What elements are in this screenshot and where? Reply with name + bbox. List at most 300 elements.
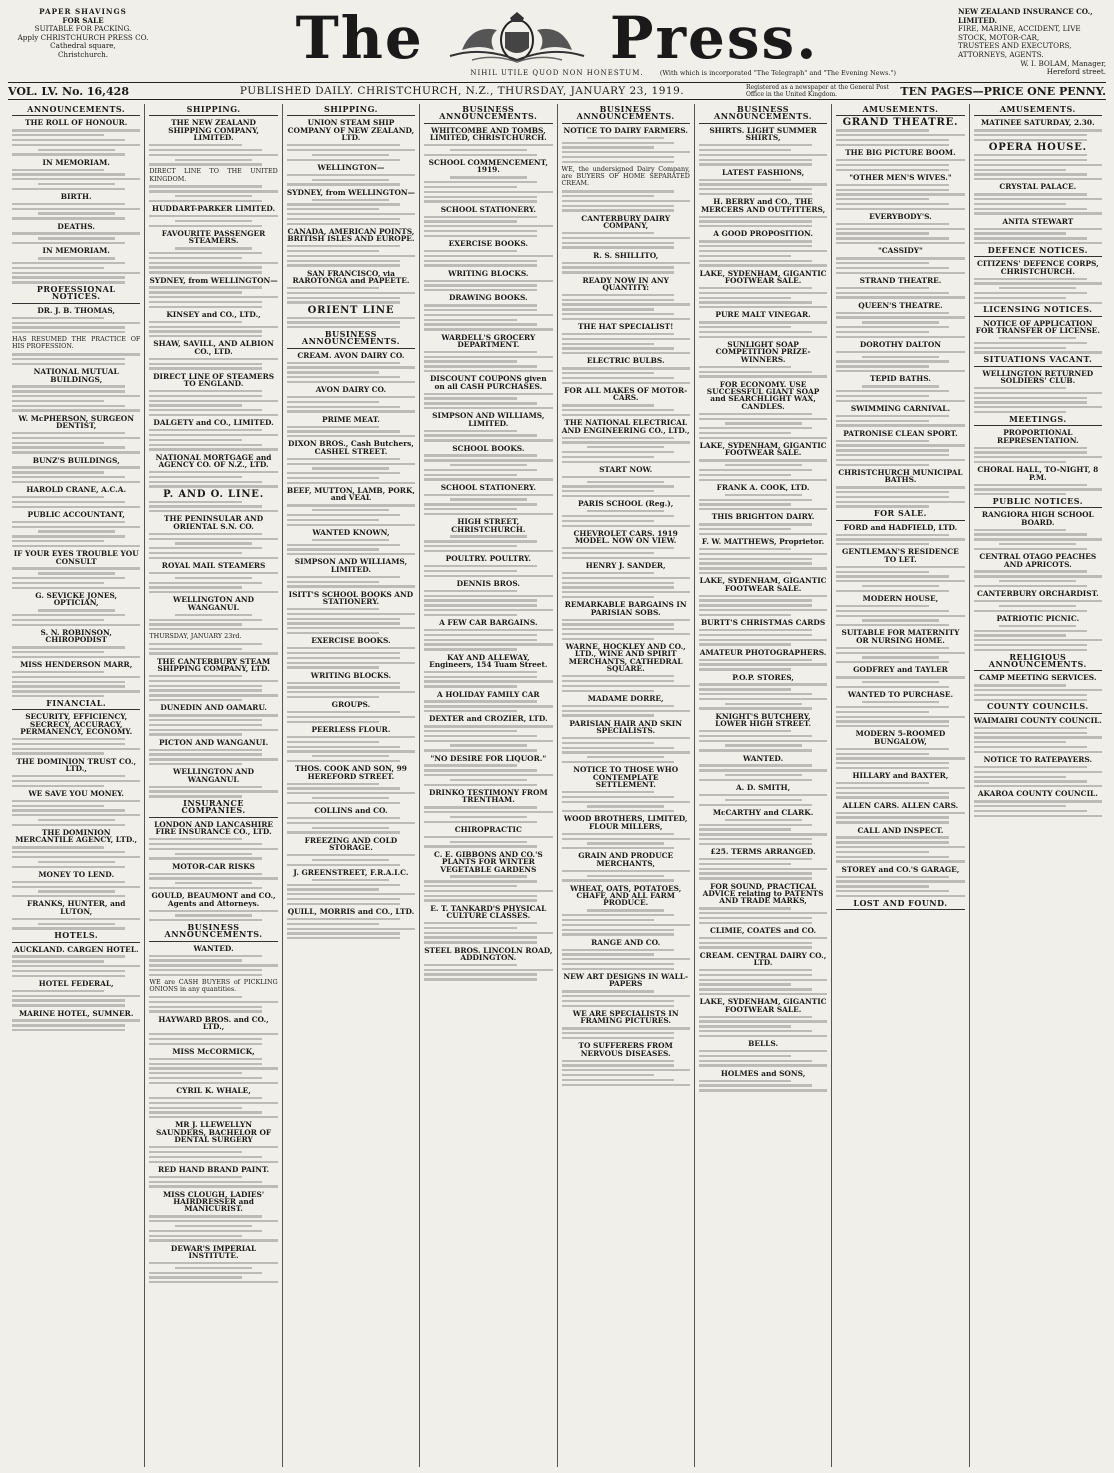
body-copy-lines: [562, 990, 690, 1007]
advert-heading: ANITA STEWART: [1002, 216, 1074, 226]
column-4: [420, 104, 557, 1467]
body-copy-lines: [836, 812, 964, 824]
advert-heading: BEEF, MUTTON, LAMB, PORK, and VEAL: [286, 486, 415, 503]
advert-heading: DEWAR'S IMPERIAL INSTITUTE.: [170, 1243, 257, 1261]
advert-heading: WOOD BROTHERS, LIMITED, FLOUR MILLERS,: [563, 814, 688, 831]
advert-heading: FRANK A. COOK, LTD.: [716, 482, 810, 492]
body-copy-lines: [12, 169, 140, 190]
section-heading: SITUATIONS VACANT.: [974, 356, 1102, 366]
advert-heading: MODERN 5-ROOMED BUNGALOW,: [855, 729, 946, 746]
body-copy-lines: [12, 466, 140, 483]
section-heading: MEETINGS.: [974, 416, 1102, 426]
advert-heading: WHITCOMBE AND TOMBS, LIMITED, CHRISTCHURCH.: [429, 125, 547, 143]
advert-heading: R. S. SHILLITO,: [593, 250, 659, 260]
body-copy-lines: [562, 510, 690, 527]
body-copy-lines: [699, 366, 827, 378]
section-heading: FOR SALE.: [836, 510, 964, 520]
body-copy-lines: [836, 836, 964, 862]
body-copy-lines: [149, 1058, 277, 1084]
body-copy-lines: [149, 1176, 277, 1188]
body-copy-lines: [562, 294, 690, 320]
body-copy-lines: [287, 879, 415, 905]
body-copy-lines: [699, 494, 827, 511]
advert-heading: WARDELL'S GROCERY DEPARTMENT.: [441, 332, 536, 349]
advert-heading: G. SEVICKE JONES, OPTICIAN,: [35, 590, 118, 608]
body-copy-lines: [562, 949, 690, 970]
body-copy-lines: [149, 501, 277, 513]
volume-number: VOL. LV. No. 16,428: [8, 84, 129, 98]
advert-heading: PARIS SCHOOL (Reg.),: [578, 499, 674, 509]
advert-heading: MONEY TO LEND.: [38, 869, 115, 879]
advert-heading: DEXTER and CROZIER, LTD.: [429, 714, 548, 724]
ear-line: Christchurch.: [57, 49, 109, 59]
advert-heading: W. McPHERSON, SURGEON DENTIST,: [18, 413, 134, 431]
section-heading: INSURANCE COMPANIES.: [149, 800, 277, 818]
advert-heading: CAMP MEETING SERVICES.: [979, 673, 1097, 683]
advert-heading: CITIZENS' DEFENCE CORPS, CHRISTCHURCH.: [976, 259, 1099, 276]
body-copy-lines: [424, 764, 552, 785]
body-copy-lines: [836, 748, 964, 769]
advert-heading: GRAND THEATRE.: [842, 117, 959, 129]
advert-heading: BELLS.: [748, 1039, 779, 1049]
body-copy-lines: [699, 287, 827, 308]
advert-heading: EXERCISE BOOKS.: [311, 636, 391, 646]
body-copy-lines: [12, 800, 140, 826]
body-copy-lines: [149, 786, 277, 798]
section-heading: FINANCIAL.: [12, 700, 140, 710]
advert-text: WE, the undersigned Dairy Company, are BUYERS OF HOME SEPARATED CREAM.: [561, 164, 690, 188]
body-copy-lines: [149, 358, 277, 370]
advert-heading: FAVOURITE PASSENGER STEAMERS.: [161, 228, 266, 246]
advert-heading: THOS. COOK AND SON, 99 HEREFORD STREET.: [295, 764, 407, 781]
body-copy-lines: [12, 918, 140, 930]
body-copy-lines: [836, 287, 964, 299]
body-copy-lines: [287, 682, 415, 699]
motto: NIHIL UTILE QUOD NON HONESTUM.: [470, 69, 644, 77]
body-copy-lines: [149, 321, 277, 338]
advert-heading: SUITABLE FOR MATERNITY OR NURSING HOME.: [841, 628, 960, 645]
body-copy-lines: [836, 312, 964, 338]
body-copy-lines: [699, 1050, 827, 1067]
body-copy-lines: [12, 496, 140, 508]
body-copy-lines: [149, 643, 277, 655]
body-copy-lines: [12, 232, 140, 244]
body-copy-lines: [699, 858, 827, 879]
advert-heading: P. AND O. LINE.: [163, 488, 265, 500]
body-copy-lines: [424, 454, 552, 480]
body-copy-lines: [699, 1016, 827, 1037]
advert-heading: QUEEN'S THEATRE.: [858, 300, 943, 310]
advert-heading: LAKE, SYDENHAM, GIGANTIC FOOTWEAR SALE.: [699, 997, 827, 1014]
advert-heading: CRYSTAL PALACE.: [999, 182, 1077, 192]
advert-heading: ROYAL MAIL STEAMERS: [161, 561, 266, 571]
advert-heading: MADAME DORRE,: [587, 693, 664, 703]
advert-heading: TO SUFFERERS FROM NERVOUS DISEASES.: [578, 1041, 673, 1058]
dateline: PUBLISHED DAILY. CHRISTCHURCH, N.Z., THURSDAY, JANUARY 23, 1919.: [239, 85, 685, 97]
advert-heading: READY NOW IN ANY QUANTITY:: [582, 275, 669, 292]
body-copy-lines: [699, 937, 827, 949]
body-copy-lines: [699, 683, 827, 709]
advert-heading: IN MEMORIAM.: [42, 157, 110, 167]
advert-heading: HOTEL FEDERAL,: [38, 978, 114, 988]
section-heading: PROFESSIONAL NOTICES.: [12, 286, 140, 304]
body-copy-lines: [424, 176, 552, 202]
body-copy-lines: [699, 240, 827, 266]
advert-heading: ELECTRIC BULBS.: [586, 356, 665, 366]
body-copy-lines: [424, 535, 552, 552]
body-copy-lines: [974, 727, 1102, 753]
advert-heading: CANTERBURY ORCHARDIST.: [976, 589, 1099, 599]
advert-heading: IN MEMORIAM.: [42, 246, 110, 256]
body-copy-lines: [287, 245, 415, 266]
advert-heading: MR J. LLEWELLYN SAUNDERS, BACHELOR OF DENTAL SURGERY: [155, 1120, 272, 1145]
body-copy-lines: [424, 590, 552, 616]
advert-heading: MISS CLOUGH, LADIES' HAIRDRESSER and MANICURIST.: [162, 1189, 265, 1214]
body-copy-lines: [562, 232, 690, 249]
advert-heading: AVON DAIRY CO.: [315, 385, 387, 395]
body-copy-lines: [699, 1080, 827, 1092]
body-copy-lines: [836, 534, 964, 546]
advert-heading: KINSEY and CO., LTD.,: [166, 309, 261, 319]
body-copy-lines: [699, 629, 827, 646]
advert-heading: PURE MALT VINEGAR.: [715, 310, 811, 320]
body-copy-lines: [149, 471, 277, 488]
advert-heading: PROPORTIONAL REPRESENTATION.: [997, 428, 1079, 445]
body-copy-lines: [562, 404, 690, 416]
body-copy-lines: [836, 351, 964, 372]
section-heading: BUSINESS ANNOUNCEMENTS.: [699, 106, 827, 124]
body-copy-lines: [562, 870, 690, 882]
body-copy-lines: [12, 738, 140, 755]
body-copy-lines: [12, 775, 140, 787]
body-copy-lines: [699, 459, 827, 480]
body-copy-lines: [836, 385, 964, 402]
advert-heading: WRITING BLOCKS.: [448, 268, 529, 278]
ear-line: SUITABLE FOR PACKING.: [34, 24, 132, 34]
body-copy-lines: [562, 262, 690, 274]
advert-heading: SHAW, SAVILL, AND ALBION CO., LTD.: [153, 339, 274, 356]
body-copy-lines: [836, 486, 964, 507]
body-copy-lines: [974, 529, 1102, 550]
advert-heading: "OTHER MEN'S WIVES.": [849, 172, 952, 182]
body-copy-lines: [836, 184, 964, 210]
body-copy-lines: [562, 1060, 690, 1086]
advert-heading: ORIENT LINE: [307, 304, 395, 316]
body-copy-lines: [12, 257, 140, 283]
advert-heading: CHIROPRACTIC: [454, 824, 522, 834]
body-copy-lines: [562, 333, 690, 354]
right-ear-advert: [958, 8, 1106, 77]
advert-heading: WHEAT, OATS, POTATOES, CHAFF, AND ALL FARM PRODUCE.: [570, 883, 682, 908]
advert-heading: WAIMAIRI COUNTY COUNCIL.: [973, 715, 1102, 725]
advert-heading: COLLINS and CO.: [314, 806, 388, 816]
ear-line: PAPER SHAVINGS: [39, 7, 127, 16]
body-copy-lines: [836, 876, 964, 897]
section-heading: SHIPPING.: [287, 106, 415, 116]
advert-heading: GRAIN AND PRODUCE MERCHANTS,: [578, 851, 674, 868]
title-left: The: [295, 4, 424, 72]
ear-line: W. I. BOLAM, Manager,: [1020, 58, 1106, 68]
body-copy-lines: [699, 794, 827, 806]
advert-heading: UNION STEAM SHIP COMPANY OF NEW ZEALAND, LTD.: [287, 118, 415, 143]
body-copy-lines: [836, 440, 964, 466]
body-copy-lines: [836, 782, 964, 799]
advert-heading: MISS HENDERSON MARR,: [20, 660, 133, 670]
body-copy-lines: [562, 619, 690, 640]
advert-heading: THE NATIONAL ELECTRICAL AND ENGINEERING CO., LTD.,: [561, 418, 690, 435]
advert-heading: FOR SOUND, PRACTICAL ADVICE relating to PATENTS AND TRADE MARKS,: [702, 881, 824, 906]
advert-heading: BUNZ'S BUILDINGS,: [32, 455, 120, 465]
body-copy-lines: [12, 1019, 140, 1031]
advert-heading: DRAWING BOOKS.: [448, 293, 528, 303]
body-copy-lines: [974, 600, 1102, 612]
body-copy-lines: [12, 385, 140, 411]
ear-line: FIRE, MARINE, ACCIDENT, LIVE STOCK, MOTOR-CAR,: [958, 24, 1081, 42]
body-copy-lines: [836, 605, 964, 626]
title-right: Press.: [609, 4, 819, 72]
coat-of-arms-icon: [442, 10, 592, 66]
advert-heading: SUNLIGHT SOAP COMPETITION PRIZE-WINNERS.: [715, 339, 811, 364]
advert-heading: FREEZING AND COLD STORAGE.: [304, 835, 398, 853]
advert-heading: A HOLIDAY FAMILY CAR: [437, 689, 540, 699]
advert-heading: EVERYBODY'S.: [869, 211, 932, 221]
advert-heading: A FEW CAR BARGAINS.: [439, 618, 538, 628]
ear-line: ATTORNEYS, AGENTS.: [958, 49, 1044, 59]
advert-heading: LONDON AND LANCASHIRE FIRE INSURANCE CO., LTD.: [154, 819, 274, 837]
body-copy-lines: [149, 286, 277, 307]
column-8: [970, 104, 1106, 1467]
advert-heading: NEW ART DESIGNS IN WALL-PAPERS: [563, 972, 689, 989]
body-copy-lines: [149, 1262, 277, 1283]
section-heading: BUSINESS ANNOUNCEMENTS.: [424, 106, 552, 124]
advert-heading: HIGH STREET, CHRISTCHURCH.: [451, 517, 526, 534]
body-copy-lines: [424, 964, 552, 981]
body-copy-lines: [149, 247, 277, 273]
body-copy-lines: [562, 367, 690, 384]
advert-heading: HUDDART-PARKER LIMITED.: [151, 204, 276, 214]
body-copy-lines: [424, 806, 552, 823]
section-heading: AMUSEMENTS.: [974, 106, 1102, 116]
advert-heading: WANTED.: [742, 753, 784, 763]
body-copy-lines: [562, 572, 690, 598]
section-heading: SHIPPING.: [149, 106, 277, 116]
body-copy-lines: [424, 144, 552, 156]
advert-heading: PARISIAN HAIR AND SKIN SPECIALISTS.: [569, 718, 682, 736]
body-copy-lines: [287, 362, 415, 383]
body-copy-lines: [836, 129, 964, 146]
body-copy-lines: [424, 671, 552, 688]
body-copy-lines: [699, 179, 827, 196]
advert-heading: CHEVROLET CARS. 1919 MODEL. NOW ON VIEW.: [573, 528, 678, 546]
advert-heading: ISITT'S SCHOOL BOOKS AND STATIONERY.: [288, 589, 414, 607]
advert-heading: "NO DESIRE FOR LIQUOR.": [430, 753, 547, 763]
advert-heading: DR. J. B. THOMAS,: [37, 305, 115, 315]
section-heading: PUBLIC NOTICES.: [974, 498, 1102, 508]
advert-heading: SAN FRANCISCO, via RAROTONGA and PAPEETE.: [292, 268, 410, 285]
advert-heading: THIS BRIGHTON DAIRY.: [711, 512, 815, 522]
advert-heading: FOR ECONOMY. USE SUCCESSFUL GIANT SOAP and SEARCHLIGHT WAX, CANDLES.: [706, 379, 820, 411]
advert-heading: CREAM. CENTRAL DAIRY CO., LTD.: [699, 950, 827, 968]
body-copy-lines: [149, 749, 277, 766]
body-copy-lines: [836, 647, 964, 664]
body-copy-lines: [149, 1033, 277, 1045]
advert-heading: CHRISTCHURCH MUNICIPAL BATHS.: [838, 467, 963, 485]
body-copy-lines: [974, 766, 1102, 787]
body-copy-lines: [424, 565, 552, 577]
body-copy-lines: [149, 429, 277, 450]
ear-line: Apply CHRISTCHURCH PRESS CO.: [17, 32, 149, 42]
body-copy-lines: [12, 846, 140, 867]
section-heading: LOST AND FOUND.: [836, 900, 964, 910]
body-copy-lines: [149, 996, 277, 1013]
advert-heading: LAKE, SYDENHAM, GIGANTIC FOOTWEAR SALE.: [699, 576, 827, 593]
body-copy-lines: [149, 1097, 277, 1118]
advert-heading: SCHOOL COMMENCEMENT, 1919.: [428, 158, 548, 175]
advert-heading: FOR ALL MAKES OF MOTOR-CARS.: [564, 386, 688, 403]
body-copy-lines: [424, 250, 552, 267]
incorporation-note: (With which is incorporated "The Telegraph" and "The Evening News."): [659, 69, 896, 77]
body-copy-lines: [974, 684, 1102, 701]
advert-heading: S. N. ROBINSON, CHIROPODIST: [40, 627, 112, 645]
body-copy-lines: [149, 1146, 277, 1163]
advert-heading: CHORAL HALL, TO-NIGHT, 8 P.M.: [977, 465, 1099, 482]
advert-heading: H. BERRY and CO., THE MERCERS AND OUTFITTERS,: [700, 197, 826, 214]
body-copy-lines: [12, 129, 140, 155]
advert-heading: THE HAT SPECIALIST!: [577, 322, 674, 332]
advert-heading: OPERA HOUSE.: [988, 142, 1087, 154]
advert-heading: THE PENINSULAR AND ORIENTAL S.N. CO.: [163, 514, 264, 531]
body-copy-lines: [424, 725, 552, 751]
body-copy-lines: [149, 614, 277, 631]
advert-heading: SYDNEY, from WELLINGTON—: [286, 187, 416, 197]
advert-heading: LATEST FASHIONS,: [721, 167, 805, 177]
advert-heading: HENRY J. SANDER,: [585, 561, 666, 571]
body-copy-lines: [699, 216, 827, 228]
body-copy-lines: [149, 533, 277, 559]
body-copy-lines: [287, 174, 415, 186]
advert-heading: BURTT'S CHRISTMAS CARDS: [700, 618, 826, 628]
section-heading: COUNTY COUNCILS.: [974, 703, 1102, 713]
body-copy-lines: [287, 396, 415, 413]
body-copy-lines: [149, 215, 277, 227]
advert-heading: REMARKABLE BARGAINS IN PARISIAN SOBS.: [564, 600, 687, 617]
advert-heading: RED HAND BRAND PAINT.: [157, 1164, 270, 1174]
body-copy-lines: [562, 190, 690, 211]
advert-heading: ALLEN CARS. ALLEN CARS.: [842, 800, 959, 810]
body-copy-lines: [974, 447, 1102, 464]
body-copy-lines: [12, 521, 140, 547]
advert-heading: WELLINGTON RETURNED SOLDIERS' CLUB.: [982, 368, 1094, 386]
body-copy-lines: [12, 567, 140, 588]
advert-heading: NOTICE OF APPLICATION FOR TRANSFER OF LICENSE.: [975, 318, 1100, 336]
body-copy-lines: [699, 548, 827, 574]
body-copy-lines: [287, 199, 415, 225]
body-copy-lines: [12, 646, 140, 658]
section-heading: BUSINESS ANNOUNCEMENTS.: [287, 331, 415, 349]
body-copy-lines: [149, 185, 277, 202]
body-copy-lines: [974, 484, 1102, 496]
left-ear-advert: [8, 8, 158, 60]
body-copy-lines: [424, 922, 552, 943]
body-copy-lines: [287, 144, 415, 161]
advert-heading: START NOW.: [599, 464, 653, 474]
body-copy-lines: [287, 783, 415, 804]
advert-heading: DENNIS BROS.: [456, 578, 521, 588]
advert-heading: THE DOMINION MERCANTILE AGENCY, LTD.,: [15, 828, 138, 845]
advert-heading: DEATHS.: [57, 221, 95, 231]
advert-heading: J. GREENSTREET, F.R.A.I.C.: [293, 867, 409, 877]
advert-heading: DIXON BROS., Cash Butchers, CASHEL STREET.: [288, 439, 414, 456]
advert-heading: NOTICE TO THOSE WHO CONTEMPLATE SETTLEMENT.: [573, 765, 679, 790]
ear-line: TRUSTEES AND EXECUTORS,: [958, 41, 1072, 51]
body-copy-lines: [12, 353, 140, 365]
advert-heading: £25. TERMS ARRANGED.: [710, 847, 816, 857]
advert-heading: KAY AND ALLEWAY, Engineers, 154 Tuam Street.: [429, 652, 548, 669]
body-copy-lines: [699, 969, 827, 995]
advert-heading: WELLINGTON—: [317, 162, 385, 172]
column-3: [283, 104, 420, 1467]
advert-heading: A GOOD PROPOSITION.: [713, 229, 813, 239]
body-copy-lines: [287, 647, 415, 668]
advert-heading: TEPID BATHS.: [870, 374, 931, 384]
body-copy-lines: [424, 280, 552, 292]
body-copy-lines: [562, 1027, 690, 1039]
advert-heading: FRANKS, HUNTER, and LUTON,: [26, 899, 126, 916]
advert-heading: SIMPSON AND WILLIAMS, LIMITED.: [294, 557, 408, 574]
advert-heading: MARINE HOTEL, SUMNER.: [18, 1008, 134, 1018]
body-copy-lines: [287, 736, 415, 762]
body-copy-lines: [562, 476, 690, 497]
advert-heading: DALGETY and CO., LIMITED.: [153, 418, 274, 428]
advert-heading: WARNE, HOCKLEY AND CO., LTD., WINE AND SPIRIT MERCHANTS, CATHEDRAL SQUARE.: [565, 642, 686, 674]
body-copy-lines: [836, 701, 964, 727]
column-1: [8, 104, 145, 1467]
advert-heading: KNIGHT'S BUTCHERY, LOWER HIGH STREET.: [715, 711, 812, 729]
advert-heading: MOTOR-CAR RISKS: [172, 861, 255, 871]
advert-heading: PATRIOTIC PICNIC.: [996, 613, 1080, 623]
body-copy-lines: [149, 390, 277, 416]
body-copy-lines: [699, 764, 827, 781]
body-copy-lines: [836, 159, 964, 171]
advert-heading: EXERCISE BOOKS.: [448, 239, 528, 248]
advert-heading: WELLINGTON AND WANGANUI.: [173, 767, 255, 784]
advert-text: DIRECT LINE TO THE UNITED KINGDOM.: [149, 167, 278, 183]
advert-heading: E. T. TANKARD'S PHYSICAL CULTURE CLASSES.: [430, 903, 547, 921]
body-copy-lines: [836, 223, 964, 244]
body-copy-lines: [424, 629, 552, 650]
body-copy-lines: [562, 547, 690, 559]
issue-info-bar: [8, 82, 1106, 100]
body-copy-lines: [12, 881, 140, 898]
advert-heading: STEEL BROS. LINCOLN ROAD, ADDINGTON.: [424, 945, 553, 962]
body-copy-lines: [424, 700, 552, 712]
column-5: [558, 104, 695, 1467]
body-copy-lines: [562, 705, 690, 717]
advert-heading: STOREY and CO.'S GARAGE,: [841, 864, 960, 874]
body-copy-lines: [424, 430, 552, 442]
advert-heading: A. D. SMITH,: [735, 783, 791, 793]
body-copy-lines: [699, 907, 827, 924]
advert-heading: "CASSIDY": [877, 246, 923, 256]
advert-heading: P.O.P. STORES,: [732, 672, 794, 682]
advert-heading: STRAND THEATRE.: [859, 275, 942, 285]
advert-heading: FORD and HADFIELD, LTD.: [843, 522, 958, 532]
advert-heading: THE CANTERBURY STEAM SHIPPING COMPANY, LTD.: [156, 656, 271, 674]
advert-heading: NATIONAL MORTGAGE and AGENCY CO. OF N.Z., LTD.: [155, 452, 272, 470]
body-copy-lines: [562, 137, 690, 163]
body-copy-lines: [424, 351, 552, 372]
advert-heading: NOTICE TO DAIRY FARMERS.: [563, 125, 688, 135]
